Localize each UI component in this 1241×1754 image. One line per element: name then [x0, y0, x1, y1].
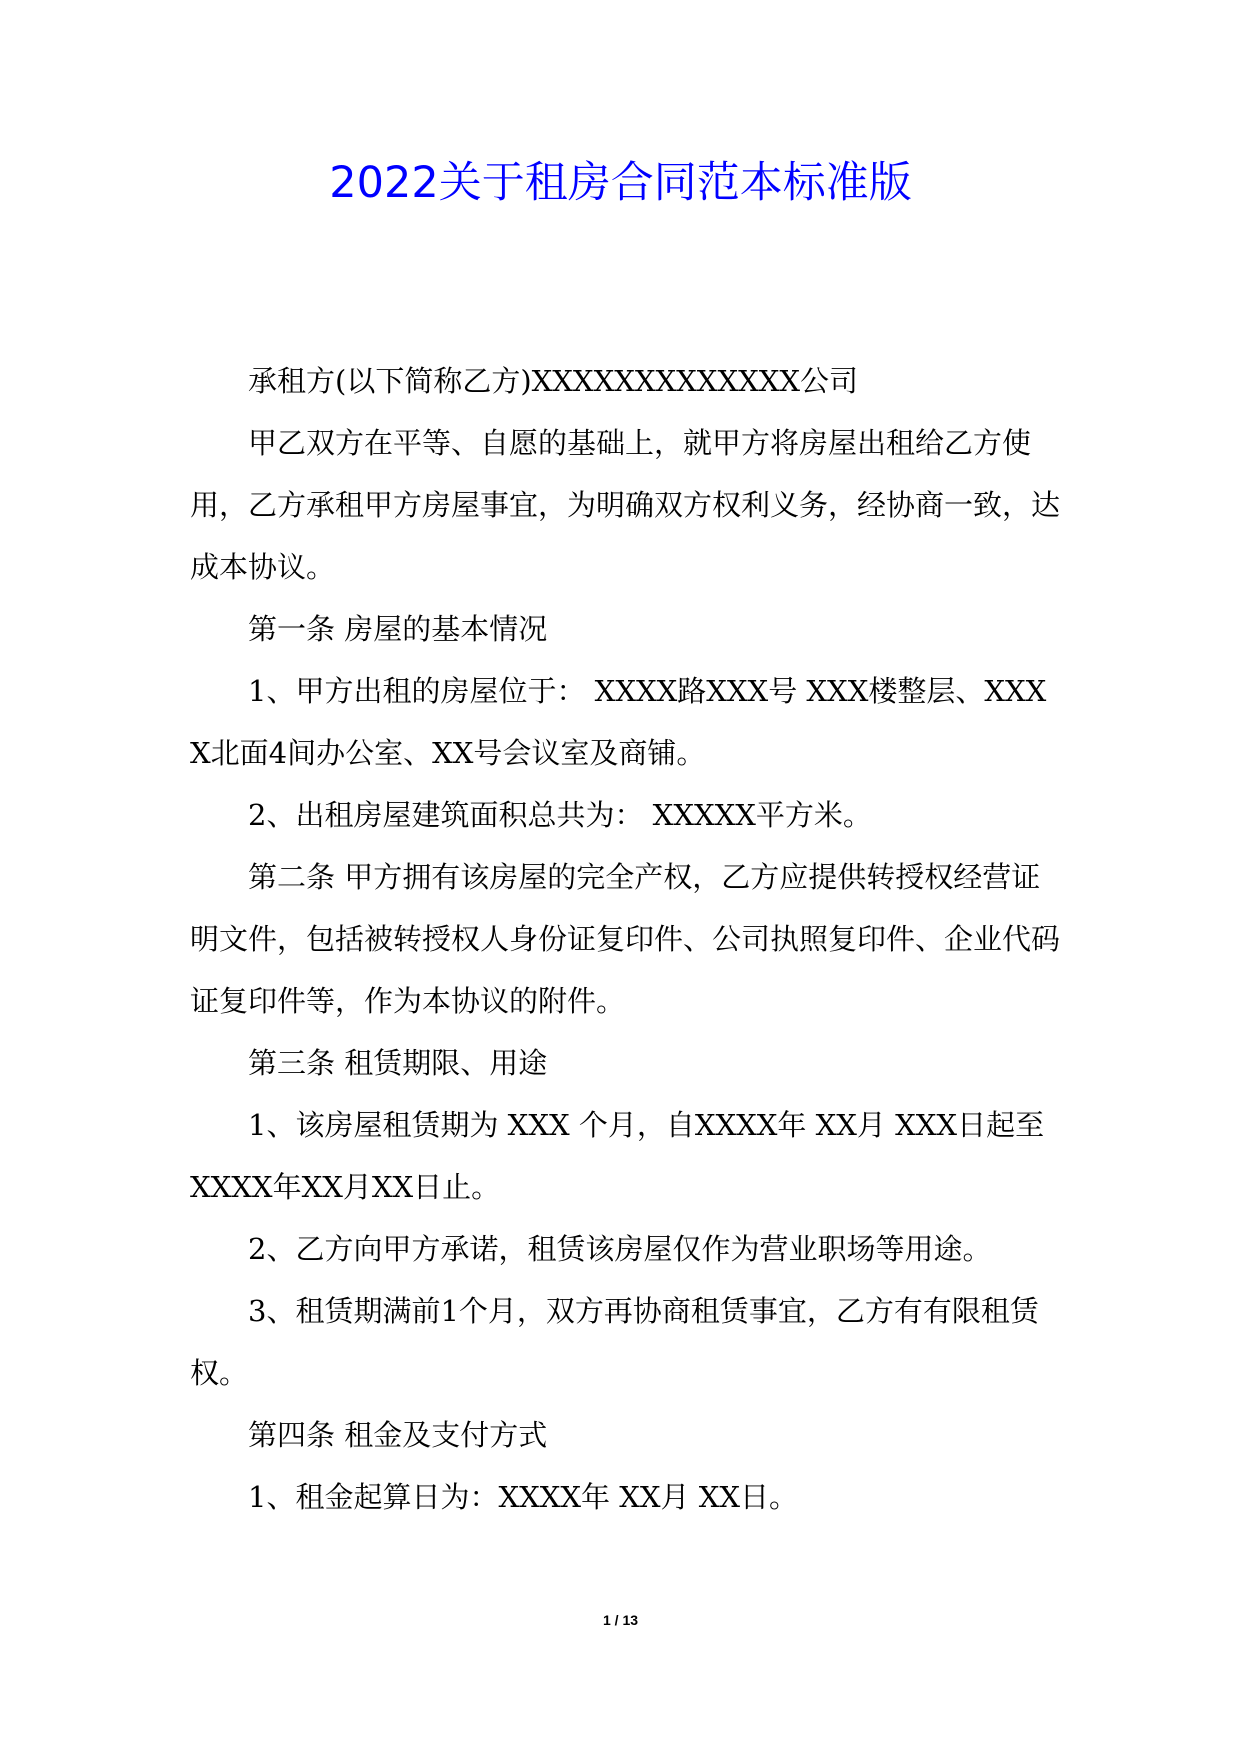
article-4-item-1: 1、租金起算日为：XXXX年 XX月 XX日。 [248, 1480, 799, 1514]
article-3-heading: 第三条 租赁期限、用途 [248, 1046, 548, 1080]
article-1-item-2: 2、出租房屋建筑面积总共为： XXXXX平方米。 [248, 798, 872, 832]
page-number: 1 / 13 [602, 1612, 639, 1628]
article-3-item-2: 2、乙方向甲方承诺，租赁该房屋仅作为营业职场等用途。 [248, 1232, 992, 1266]
article-2: 第二条 甲方拥有该房屋的完全产权，乙方应提供转授权经营证明文件，包括被转授权人身份证复印件、公司执照复印件、企业代码证复印件等，作为本协议的附件。 [190, 860, 1061, 1018]
paragraph-lessee: 承租方(以下简称乙方)XXXXXXXXXXXXX公司 [248, 364, 859, 398]
document-body [190, 350, 1060, 1528]
article-1-item-1: 1、甲方出租的房屋位于： XXXX路XXX号 XXX楼整层、XXXX北面4间办公室、XX号会议室及商铺。 [190, 674, 1047, 770]
article-1-heading: 第一条 房屋的基本情况 [248, 612, 548, 646]
paragraph-preamble: 甲乙双方在平等、自愿的基础上，就甲方将房屋出租给乙方使用，乙方承租甲方房屋事宜，为明确双方权利义务，经协商一致，达成本协议。 [190, 426, 1061, 584]
article-4-heading: 第四条 租金及支付方式 [248, 1418, 548, 1452]
article-3-item-3: 3、租赁期满前1个月，双方再协商租赁事宜，乙方有有限租赁权。 [190, 1294, 1039, 1390]
document-title: 2022关于租房合同范本标准版 [329, 158, 912, 208]
article-3-item-1: 1、该房屋租赁期为 XXX 个月，自XXXX年 XX月 XXX日起至XXXX年XX月XX日止。 [190, 1108, 1045, 1204]
